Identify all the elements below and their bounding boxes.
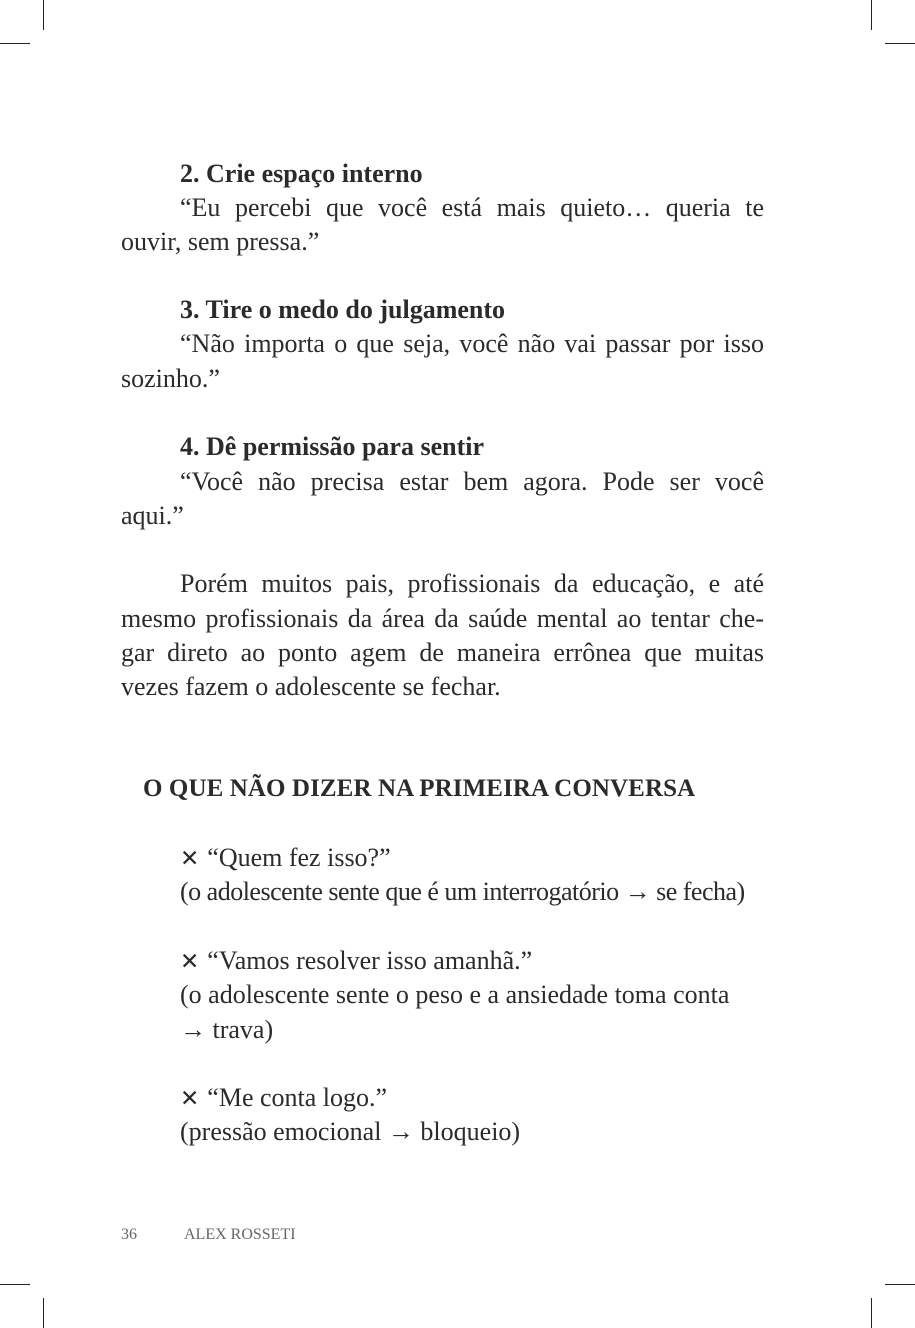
crop-mark — [0, 1284, 30, 1285]
dont-say-explanation: (o adolescente sente que é um interrogatório → se fecha) — [180, 877, 745, 906]
running-footer-author: ALEX ROSSETI — [184, 1226, 296, 1243]
list-item — [180, 1081, 387, 1116]
section-title: O QUE NÃO DIZER NA PRIMEIRA CONVERSA — [143, 775, 696, 802]
page-number: 36 — [121, 1226, 137, 1243]
dont-say-phrase: “Me conta logo.” — [207, 1083, 388, 1112]
dont-say-explanation: → trava) — [180, 1015, 274, 1044]
cross-icon: ✕ — [180, 1086, 200, 1112]
crop-mark — [0, 43, 30, 44]
crop-mark — [871, 1298, 872, 1328]
dont-say-phrase: “Quem fez isso?” — [207, 843, 391, 872]
item-heading: 2. Crie espaço interno — [180, 159, 423, 188]
paragraph-line: mesmo profissionais da área da saúde mental ao tentar che- — [121, 604, 764, 633]
dont-say-explanation: (pressão emocional → bloqueio) — [180, 1117, 521, 1146]
crop-mark — [885, 1284, 915, 1285]
item-quote: ouvir, sem pressa.” — [121, 227, 320, 256]
item-quote: aqui.” — [121, 501, 184, 530]
dont-say-phrase: “Vamos resolver isso amanhã.” — [207, 946, 533, 975]
paragraph-line: gar direto ao ponto agem de maneira errônea que muitas — [121, 638, 764, 667]
crop-mark — [885, 43, 915, 44]
list-item — [180, 841, 391, 876]
list-item — [180, 944, 532, 979]
cross-icon: ✕ — [180, 846, 200, 872]
paragraph-line: vezes fazem o adolescente se fechar. — [121, 672, 501, 701]
dont-say-explanation: (o adolescente sente o peso e a ansiedade toma conta — [180, 980, 730, 1009]
item-quote: “Eu percebi que você está mais quieto… queria te — [180, 193, 764, 222]
item-quote: “Não importa o que seja, você não vai passar por isso — [180, 329, 764, 358]
cross-icon: ✕ — [180, 949, 200, 975]
crop-mark — [43, 0, 44, 30]
item-quote: sozinho.” — [121, 364, 220, 393]
crop-mark — [871, 0, 872, 30]
item-heading: 3. Tire o medo do julgamento — [180, 295, 506, 324]
item-heading: 4. Dê permissão para sentir — [180, 432, 485, 461]
item-quote: “Você não precisa estar bem agora. Pode ser você — [180, 467, 764, 496]
crop-mark — [43, 1298, 44, 1328]
paragraph-line: Porém muitos pais, profissionais da educação, e até — [180, 569, 764, 598]
